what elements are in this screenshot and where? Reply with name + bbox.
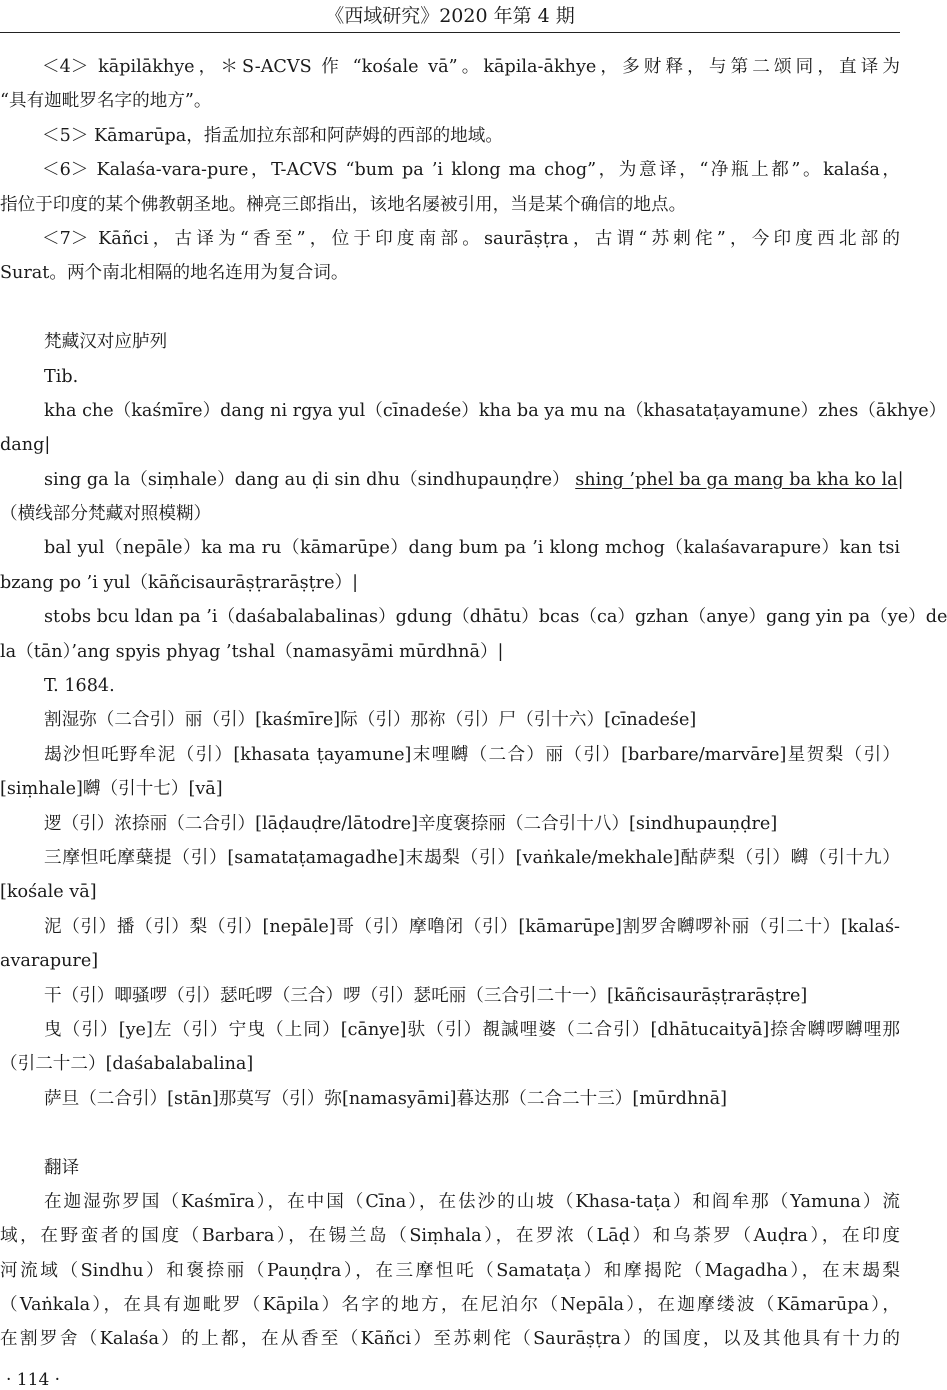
running-header bbox=[0, 0, 900, 34]
chinese-line-1: 割湿弥（二合引）丽（引）[kaśmīre]际（引）那祢（引）尸（引十六）[cīnadeśe] bbox=[44, 710, 697, 731]
note-5-line-1: ＜5＞ Kāmarūpa，指孟加拉东部和阿萨姆的西部的地域。 bbox=[42, 125, 503, 146]
page-body bbox=[0, 50, 947, 1357]
tibetan-line-1b: dang| bbox=[0, 435, 51, 456]
tibetan-line-2a bbox=[0, 463, 904, 497]
note-4-line-1: ＜4＞ kāpilākhye，＊S-ACVS 作 “kośale vā”。kāpila-ākhye，多财释，与第二颂同，直译为 bbox=[42, 57, 900, 77]
chinese-line-4b: [kośale vā] bbox=[0, 882, 97, 903]
tibetan-line-3a: bal yul（nepāle）ka ma ru（kāmarūpe）dang bum pa ’i klong mchog（kalaśavarapure）kan tsi bbox=[44, 538, 900, 559]
header-rule bbox=[0, 32, 900, 33]
chinese-line-6: 干（引）唧骚啰（引）瑟吒啰（三合）啰（引）瑟吒丽（三合引二十一）[kāñcisaurāṣṭrarāṣṭre] bbox=[44, 985, 808, 1006]
spacer bbox=[0, 1116, 900, 1150]
tibetan-line-1a: kha che（kaśmīre）dang ni rgya yul（cīnadeśe）kha ba ya mu na（khasataṭayamune）zhes（ākhye） bbox=[44, 400, 947, 421]
tibetan-label: Tib. bbox=[44, 366, 79, 387]
chinese-line-7b: （引二十二）[daśabalabalina] bbox=[0, 1054, 254, 1075]
chinese-line-5b: avarapure] bbox=[0, 951, 99, 972]
translation-line-4: （Vaṅkala），在具有迦毗罗（Kāpila）名字的地方，在尼泊尔（Nepāla），在迦摩缕波（Kāmarūpa）， bbox=[0, 1295, 900, 1316]
tibetan-line-2b-note: （横线部分梵藏对照模糊） bbox=[0, 504, 212, 525]
spacer bbox=[0, 291, 900, 325]
chinese-line-7a: 曳（引）[ye]左（引）宁曳（上同）[cānye]驮（引）覩諴哩婆（二合引）[dhātucaityā]捺舍嚩啰嚩哩那 bbox=[44, 1019, 900, 1040]
tibetan-line-2a-end: | bbox=[897, 469, 904, 490]
note-6-line-1: ＜6＞ Kalaśa-vara-pure，T-ACVS “bum pa ’i klong ma chog”，为意译，“净瓶上都”。kalaśa， bbox=[42, 160, 900, 181]
section-heading: 梵藏汉对应胪列 bbox=[44, 332, 168, 353]
translation-line-1: 在迦湿弥罗国（Kaśmīra），在中国（Cīna），在佉沙的山坡（Khasa-taṭa）和阎牟那（Yamuna）流 bbox=[44, 1191, 900, 1212]
translation-line-2: 域，在野蛮者的国度（Barbara），在锡兰岛（Siṃhala），在罗浓（Lāḍ）和乌荼罗（Auḍra），在印度 bbox=[0, 1226, 900, 1247]
translation-line-3: 河流域（Sindhu）和褒捺丽（Pauṇḍra），在三摩怛吒（Samataṭa）和摩揭陀（Magadha），在末朅梨 bbox=[0, 1260, 900, 1281]
chinese-line-2a: 朅沙怛吒野牟泥（引）[khasata ṭayamune]末哩嚩（二合）丽（引）[barbare/marvāre]星贺梨（引） bbox=[44, 744, 900, 765]
page-number: · 114 · bbox=[6, 1370, 61, 1390]
translation-heading: 翻译 bbox=[44, 1157, 80, 1178]
tibetan-line-4a: stobs bcu ldan pa ’i（daśabalabalinas）gdung（dhātu）bcas（ca）gzhan（anye）gang yin pa（ye）de bbox=[44, 607, 947, 628]
chinese-line-5a: 泥（引）播（引）梨（引）[nepāle]哥（引）摩噜闭（引）[kāmarūpe]割罗舍嚩啰补丽（引二十）[kalaś- bbox=[44, 916, 900, 937]
note-4-line-2: “具有迦毗罗名字的地方”。 bbox=[0, 91, 212, 112]
journal-issue-title: 《西域研究》2020 年第 4 期 bbox=[325, 5, 575, 27]
tibetan-line-2a-underlined: shing ’phel ba ga mang ba kha ko la bbox=[575, 469, 898, 490]
tibetan-line-2a-plain: sing ga la（siṃhale）dang au ḍi sin dhu（sindhupauṇḍre） bbox=[44, 469, 570, 490]
chinese-line-4a: 三摩怛吒摩蘖提（引）[samataṭamagadhe]末朅梨（引）[vaṅkale/mekhale]酤萨梨（引）嚩（引十九） bbox=[44, 847, 900, 868]
chinese-line-3: 逻（引）浓捺丽（二合引）[lāḍauḍre/lātodre]辛度褒捺丽（二合引十八）[sindhupauṇḍre] bbox=[44, 813, 778, 834]
note-6-line-2: 指位于印度的某个佛教朝圣地。榊亮三郎指出，该地名屡被引用，当是某个确信的地点。 bbox=[0, 194, 687, 215]
note-7-line-1: ＜7＞ Kāñci，古译为“香至”，位于印度南部。saurāṣṭra，古谓“苏剌侘”，今印度西北部的 bbox=[42, 228, 900, 249]
tibetan-line-3b: bzang po ’i yul（kāñcisaurāṣṭrarāṣṭre）| bbox=[0, 572, 359, 593]
translation-line-5: 在割罗舍（Kalaśa）的上都，在从香至（Kāñci）至苏剌侘（Saurāṣṭra）的国度，以及其他具有十力的 bbox=[0, 1329, 900, 1350]
note-7-line-2: Surat。两个南北相隔的地名连用为复合词。 bbox=[0, 263, 349, 284]
taisho-label: T. 1684. bbox=[44, 676, 115, 697]
chinese-line-8: 萨旦（二合引）[stān]那莫写（引）弥[namasyāmi]暮达那（二合二十三）[mūrdhnā] bbox=[44, 1088, 727, 1109]
tibetan-line-4b: la（tān）’ang spyis phyag ’tshal（namasyāmi mūrdhnā）| bbox=[0, 641, 504, 662]
chinese-line-2b: [siṃhale]嚩（引十七）[vā] bbox=[0, 779, 223, 800]
